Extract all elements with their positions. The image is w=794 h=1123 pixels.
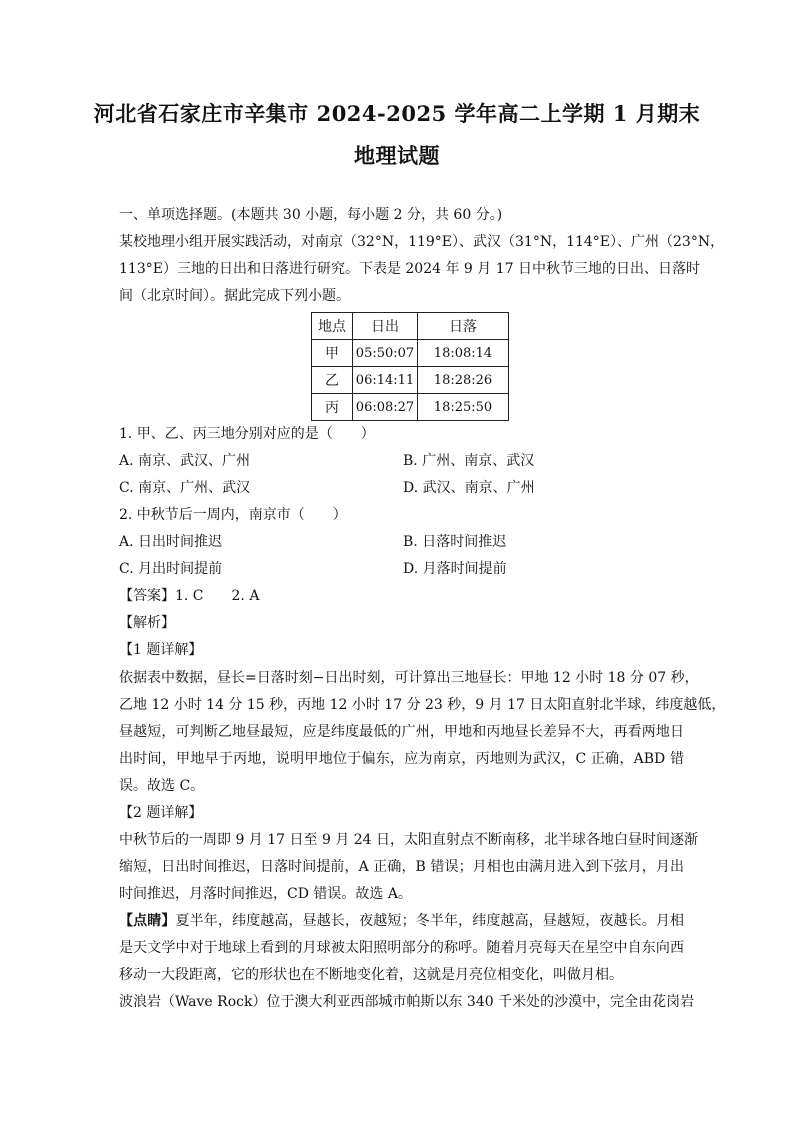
- tips-line: 移动一大段距离，它的形状也在不断地变化着，这就是月亮位相变化，叫做月相。: [119, 967, 623, 983]
- detail-2-line: 时间推迟，月落时间推迟，CD 错误。故选 A。: [119, 886, 412, 902]
- q2-option-a: A. 日出时间推迟: [119, 534, 223, 550]
- table-cell: 05:50:07: [353, 340, 418, 367]
- tips-line: 是天文学中对于地球上看到的月球被太阳照明部分的称呼。随着月亮每天在星空中自东向西: [119, 940, 684, 956]
- doc-title: 河北省石家庄市辛集市 2024-2025 学年高二上学期 1 月期末: [93, 101, 701, 126]
- table-header: 地点: [312, 313, 353, 340]
- question-2-stem: 2. 中秋节后一周内，南京市（ ）: [119, 507, 347, 523]
- table-cell: 18:08:14: [418, 340, 509, 367]
- question-1-stem: 1. 甲、乙、丙三地分别对应的是（ ）: [119, 426, 375, 442]
- table-cell: 乙: [312, 367, 353, 394]
- analysis-label: 【解析】: [119, 615, 175, 631]
- detail-1-line: 依据表中数据，昼长=日落时刻−日出时刻，可计算出三地昼长：甲地 12 小时 18 分 07 秒，: [119, 670, 699, 686]
- detail-1-line: 出时间，甲地早于丙地，说明甲地位于偏东，应为南京，丙地则为武汉，C 正确，ABD 错: [119, 751, 684, 767]
- sunrise-sunset-table: [311, 312, 509, 421]
- table-cell: 18:28:26: [418, 367, 509, 394]
- tips-text: 夏半年，纬度越高，昼越长，夜越短；冬半年，纬度越高，昼越短，夜越长。月相: [175, 913, 685, 929]
- table-row: [312, 367, 509, 394]
- detail-2-label: 【2 题详解】: [119, 805, 203, 821]
- q1-option-d: D. 武汉、南京、广州: [403, 480, 535, 496]
- q2-option-c: C. 月出时间提前: [119, 561, 223, 577]
- q1-option-c: C. 南京、广州、武汉: [119, 480, 251, 496]
- detail-1-line: 乙地 12 小时 14 分 15 秒，丙地 12 小时 17 分 23 秒，9 月 17 日太阳直射北半球，纬度越低，: [119, 697, 726, 713]
- table-header-row: [312, 313, 509, 340]
- q2-option-b: B. 日落时间推迟: [403, 534, 507, 550]
- doc-subtitle: 地理试题: [354, 143, 440, 168]
- table-header: 日落: [418, 313, 509, 340]
- table-cell: 06:08:27: [353, 394, 418, 421]
- q1-option-a: A. 南京、武汉、广州: [119, 453, 251, 469]
- table-cell: 甲: [312, 340, 353, 367]
- next-paragraph: 波浪岩（Wave Rock）位于澳大利亚西部城市帕斯以东 340 千米处的沙漠中，完全由花岗岩: [119, 994, 695, 1010]
- tips-label: 【点睛】: [119, 913, 176, 929]
- detail-1-line: 昼越短，可判断乙地昼最短，应是纬度最低的广州，甲地和丙地昼长差异不大，再看两地日: [119, 724, 684, 740]
- intro-line: 某校地理小组开展实践活动，对南京（32°N，119°E）、武汉（31°N，114°E）、广州（23°N，: [119, 234, 725, 250]
- detail-2-line: 缩短，日出时间推迟，日落时间提前，A 正确，B 错误；月相也由满月进入到下弦月，月出: [119, 859, 684, 875]
- table-cell: 丙: [312, 394, 353, 421]
- table-header: 日出: [353, 313, 418, 340]
- q1-option-b: B. 广州、南京、武汉: [403, 453, 535, 469]
- detail-1-label: 【1 题详解】: [119, 642, 203, 658]
- table-cell: 18:25:50: [418, 394, 509, 421]
- detail-2-line: 中秋节后的一周即 9 月 17 日至 9 月 24 日，太阳直射点不断南移，北半球各地白昼时间逐渐: [119, 832, 699, 848]
- table-row: [312, 340, 509, 367]
- intro-line: 113°E）三地的日出和日落进行研究。下表是 2024 年 9 月 17 日中秋节三地的日出、日落时: [119, 261, 700, 277]
- detail-1-line: 误。故选 C。: [119, 778, 205, 794]
- q2-option-d: D. 月落时间提前: [403, 561, 507, 577]
- answer-line: 【答案】1. C 2. A: [119, 588, 260, 604]
- intro-line: 间（北京时间）。据此完成下列小题。: [119, 288, 350, 304]
- section-heading: 一、单项选择题。(本题共 30 小题，每小题 2 分，共 60 分。): [119, 207, 503, 223]
- table-cell: 06:14:11: [353, 367, 418, 394]
- table-row: [312, 394, 509, 421]
- tips-line: [119, 911, 684, 931]
